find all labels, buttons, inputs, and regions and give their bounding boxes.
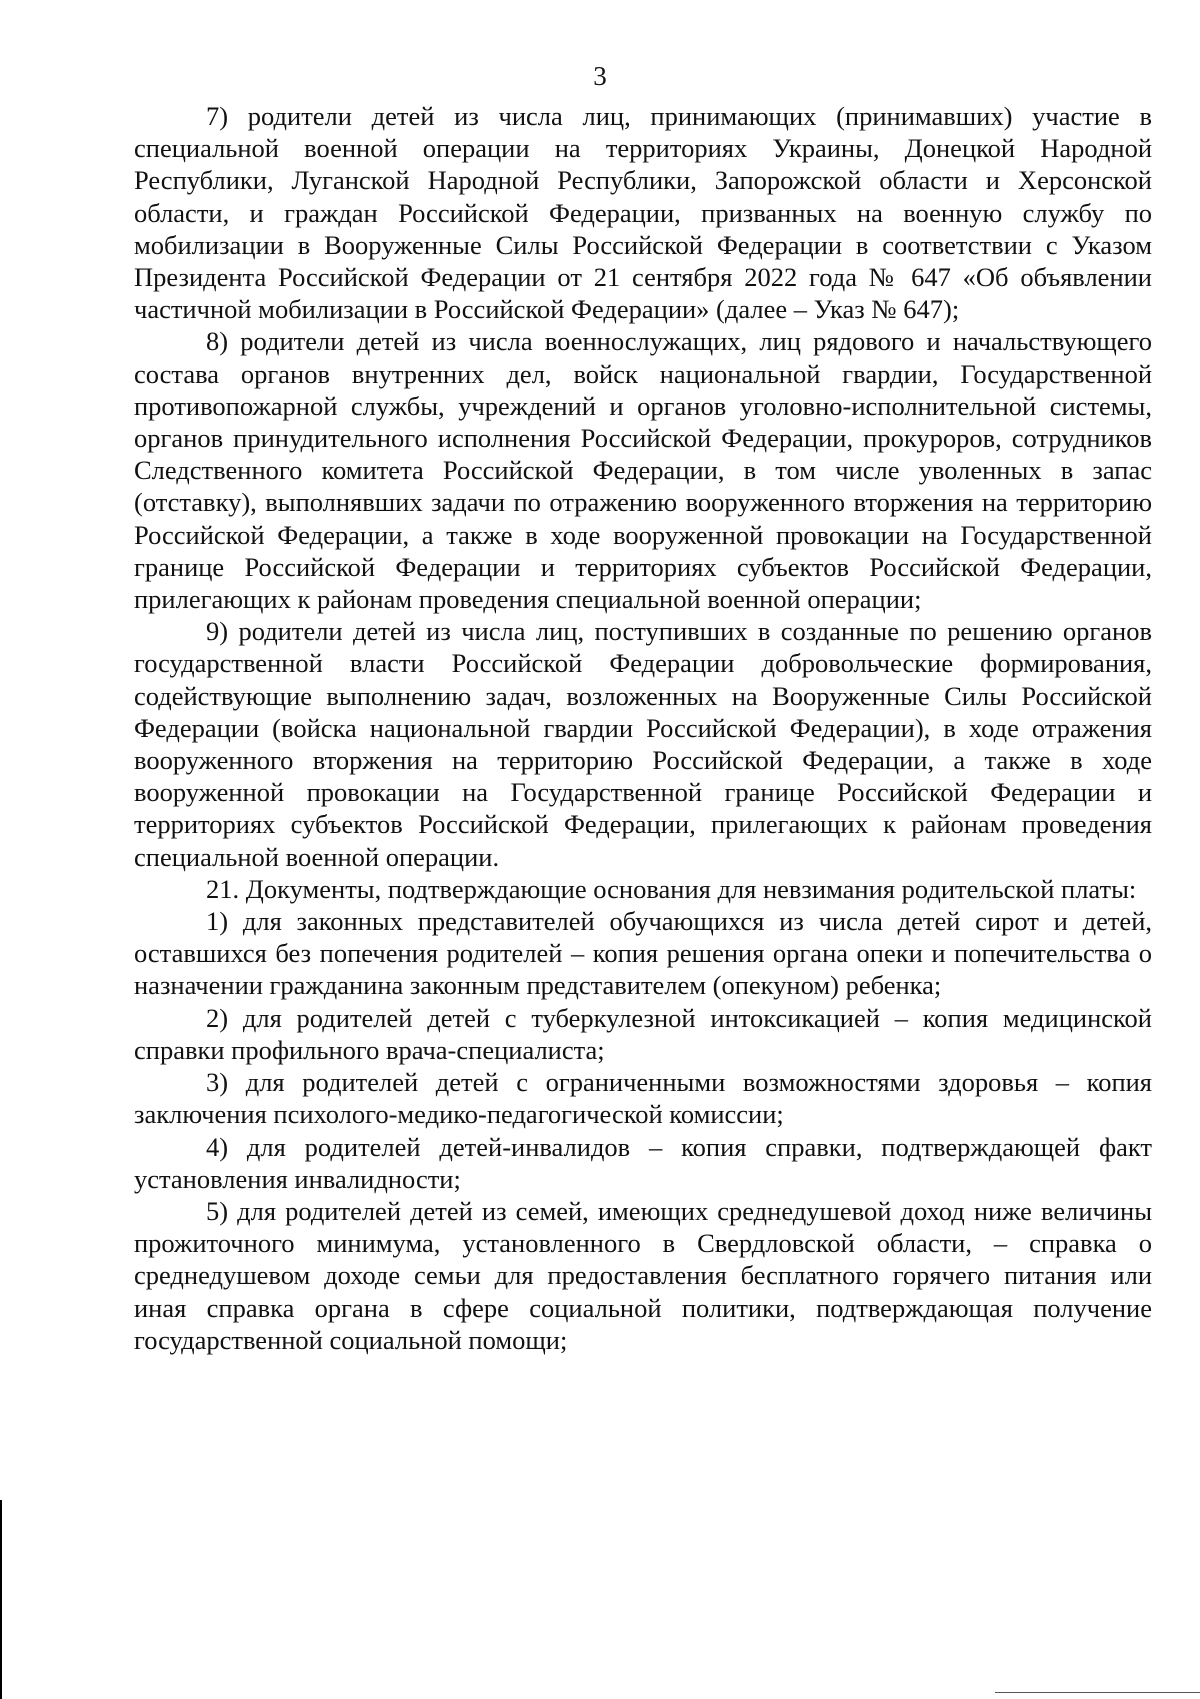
paragraph-doc-3: 3) для родителей детей с ограниченными возможностями здоровья – копия заключения психолого-медико-педагогической комиссии; [134,1067,1152,1130]
scan-edge-bottom [995,1692,1200,1693]
paragraph-item-7: 7) родители детей из числа лиц, принимающих (принимавших) участие в специальной военной операции на территориях Украины, Донецкой Народной Республики, Луганской Народной Республики, Запорожской области и Херсонской области, и граждан Российской Федерации, призванных на военную службу по мобилизации в Вооруженные Силы Российской Федерации в соответствии с Указом Президента Российской Федерации от 21 сентября 2022 года № 647 «Об объявлении частичной мобилизации в Российской Федерации» (далее – Указ № 647); [134,101,1152,325]
paragraph-doc-4: 4) для родителей детей-инвалидов – копия справки, подтверждающей факт установления инвалидности; [134,1131,1152,1194]
document-body [134,100,1152,1356]
paragraph-item-9: 9) родители детей из числа лиц, поступивших в созданные по решению органов государственной власти Российской Федерации добровольческие формирования, содействующие выполнению задач, возложенных на Вооруженные Силы Российской Федерации (войска национальной гвардии Российской Федерации), в ходе отражения вооруженного вторжения на территорию Российской Федерации, а также в ходе вооруженной провокации на Государственной границе Российской Федерации и территориях субъектов Российской Федерации, прилегающих к районам проведения специальной военной операции. [134,616,1152,872]
paragraph-item-8: 8) родители детей из числа военнослужащих, лиц рядового и начальствующего состава органов внутренних дел, войск национальной гвардии, Государственной противопожарной службы, учреждений и органов уголовно-исполнительной системы, органов принудительного исполнения Российской Федерации, прокуроров, сотрудников Следственного комитета Российской Федерации, в том числе уволенных в запас (отставку), выполнявших задачи по отражению вооруженного вторжения на территорию Российской Федерации, а также в ходе вооруженной провокации на Государственной границе Российской Федерации и территориях субъектов Российской Федерации, прилегающих к районам проведения специальной военной операции; [134,326,1152,615]
paragraph-doc-1: 1) для законных представителей обучающихся из числа детей сирот и детей, оставшихся без попечения родителей – копия решения органа опеки и попечительства о назначении гражданина законным представителем (опекуном) ребенка; [134,906,1152,1001]
page-number: 3 [593,61,607,91]
paragraph-doc-2: 2) для родителей детей с туберкулезной интоксикацией – копия медицинской справки профильного врача-специалиста; [134,1002,1152,1065]
paragraph-doc-5: 5) для родителей детей из семей, имеющих среднедушевой доход ниже величины прожиточного минимума, установленного в Свердловской области, – справка о среднедушевом доходе семьи для предоставления бесплатного горячего питания или иная справка органа в сфере социальной политики, подтверждающая получение государственной социальной помощи; [134,1195,1152,1355]
paragraph-section-21: 21. Документы, подтверждающие основания для невзимания родительской платы: [206,873,1137,904]
scan-edge-left [0,1500,2,1699]
